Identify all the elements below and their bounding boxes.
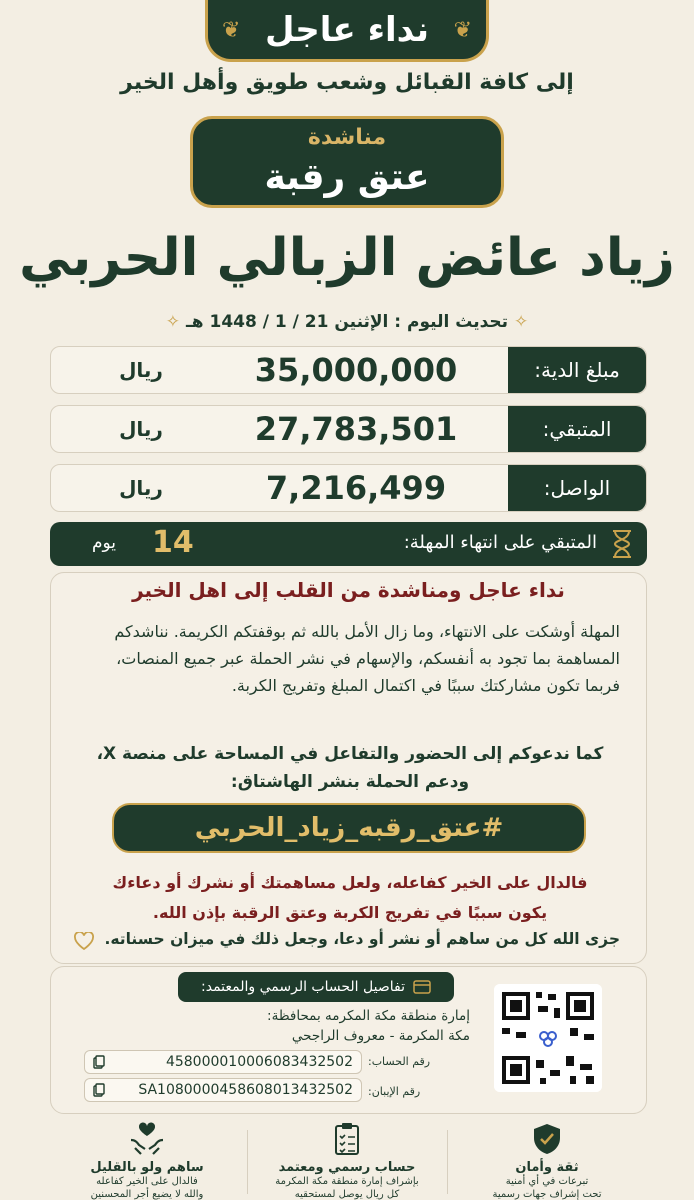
amount-currency: ريال [119, 476, 163, 500]
sparkle-icon: ✧ [165, 312, 181, 332]
appeal-banner [190, 116, 504, 208]
account-number: 458000010006083432502 [165, 1054, 353, 1070]
update-text: تحديث اليوم : الإثنين 21 / 1 / 1448 هـ [185, 312, 509, 332]
amount-currency: ريال [119, 417, 163, 441]
encouragement-line-2: يكون سببًا في تفريج الكربة وعتق الرقبة بإذن الله. [152, 903, 548, 922]
iban-label: رقم الإيبان: [368, 1085, 421, 1098]
account-branch: مكة المكرمة - معروف الراجحي [291, 1028, 470, 1044]
footer-title: ثقة وأمان [515, 1160, 579, 1175]
iban-number: SA1080000458608013432502 [138, 1082, 353, 1098]
footer-sub: والله لا يضيع أجر المحسنين [90, 1189, 204, 1200]
hands-heart-icon [129, 1122, 165, 1156]
footer-title: ساهم ولو بالقليل [90, 1160, 204, 1175]
deadline-unit: يوم [92, 533, 117, 553]
amount-row-total [50, 346, 647, 394]
sparkle-icon: ✧ [513, 312, 529, 332]
invite-text [60, 740, 640, 796]
deadline-label: المتبقي على انتهاء المهلة: [403, 532, 597, 553]
amount-label: الواصل: [508, 465, 646, 511]
amount-value: 27,783,501 [254, 410, 458, 448]
prayer-text: جزى الله كل من ساهم أو نشر أو دعا، وجعل ذلك في ميزان حسناته. [104, 930, 620, 948]
audience-subtitle: إلى كافة القبائل وشعب طويق وأهل الخير [120, 70, 574, 95]
amount-value: 7,216,499 [265, 469, 447, 507]
amount-row-remaining [50, 405, 647, 453]
amount-label: المتبقي: [508, 406, 646, 452]
copy-icon[interactable] [93, 1083, 105, 1097]
deadline-days: 14 [152, 525, 194, 560]
checklist-icon [333, 1122, 361, 1156]
copy-icon[interactable] [93, 1055, 105, 1069]
message-title: نداء عاجل ومناشدة من القلب إلى اهل الخير [132, 578, 565, 602]
footer-official [247, 1122, 447, 1200]
qr-code-icon[interactable] [494, 984, 602, 1092]
encouragement-line-1: فالدال على الخير كفاعله، ولعل مساهمتك أو نشرك أو دعاءك [112, 873, 588, 892]
footer-divider [247, 1130, 248, 1194]
account-title-bar [178, 972, 454, 1002]
footer-contribute [47, 1122, 247, 1200]
footer-sub: تحت إشراف جهات رسمية [492, 1189, 602, 1200]
header-title: نداء عاجل [264, 9, 430, 50]
account-title: تفاصيل الحساب الرسمي والمعتمد: [201, 979, 405, 995]
message-body: المهلة أوشكت على الانتهاء، وما زال الأمل بالله ثم بوقفتكم الكريمة. نناشدكم المساهمة بما تجود به أنفسكم، والإسهام في نشر الحملة عبر جميع المنصات، فربما تكون مشاركتك سببًا في اكتمال المبلغ وتفريج الكربة. [114, 622, 620, 695]
shield-check-icon [531, 1122, 563, 1156]
card-icon [413, 980, 431, 994]
footer-sub: كل ريال يوصل لمستحقيه [294, 1189, 400, 1200]
ornament-icon: ❦ [453, 18, 472, 43]
footer-sub: بإشراف إمارة منطقة مكة المكرمة [275, 1176, 419, 1187]
appeal-label: مناشدة [307, 125, 387, 150]
footer-title: حساب رسمي ومعتمد [278, 1160, 416, 1175]
amount-row-received [50, 464, 647, 512]
update-line [0, 312, 694, 332]
ornament-icon: ❦ [222, 18, 241, 43]
account-number-label: رقم الحساب: [368, 1055, 431, 1068]
account-holder: إمارة منطقة مكة المكرمه بمحافظة: [267, 1008, 470, 1024]
invite-line-2: ودعم الحملة بنشر الهاشتاق: [230, 772, 470, 792]
appeal-heading: عتق رقبة [264, 157, 430, 198]
amount-currency: ريال [119, 358, 163, 382]
footer-divider [447, 1130, 448, 1194]
account-number-field[interactable] [84, 1050, 362, 1074]
person-name: زياد عائض الزبالي الحربي [19, 228, 675, 288]
footer-sub: تبرعات في أي أمنية [505, 1176, 589, 1187]
iban-field[interactable] [84, 1078, 362, 1102]
heart-icon [74, 932, 94, 950]
amount-label: مبلغ الدية: [508, 347, 646, 393]
amount-value: 35,000,000 [254, 351, 458, 389]
header-banner [205, 0, 489, 62]
deadline-bar [50, 522, 647, 566]
footer-sub: فالدال على الخير كفاعله [96, 1176, 198, 1187]
hashtag-banner[interactable]: #عتق_رقبه_زياد_الحربي [112, 803, 586, 853]
hourglass-icon [611, 530, 633, 558]
footer-trust [447, 1122, 647, 1200]
encouragement-text [60, 868, 640, 928]
invite-line-1: كما ندعوكم إلى الحضور والتفاعل في المساحة على منصة X، [96, 744, 604, 764]
